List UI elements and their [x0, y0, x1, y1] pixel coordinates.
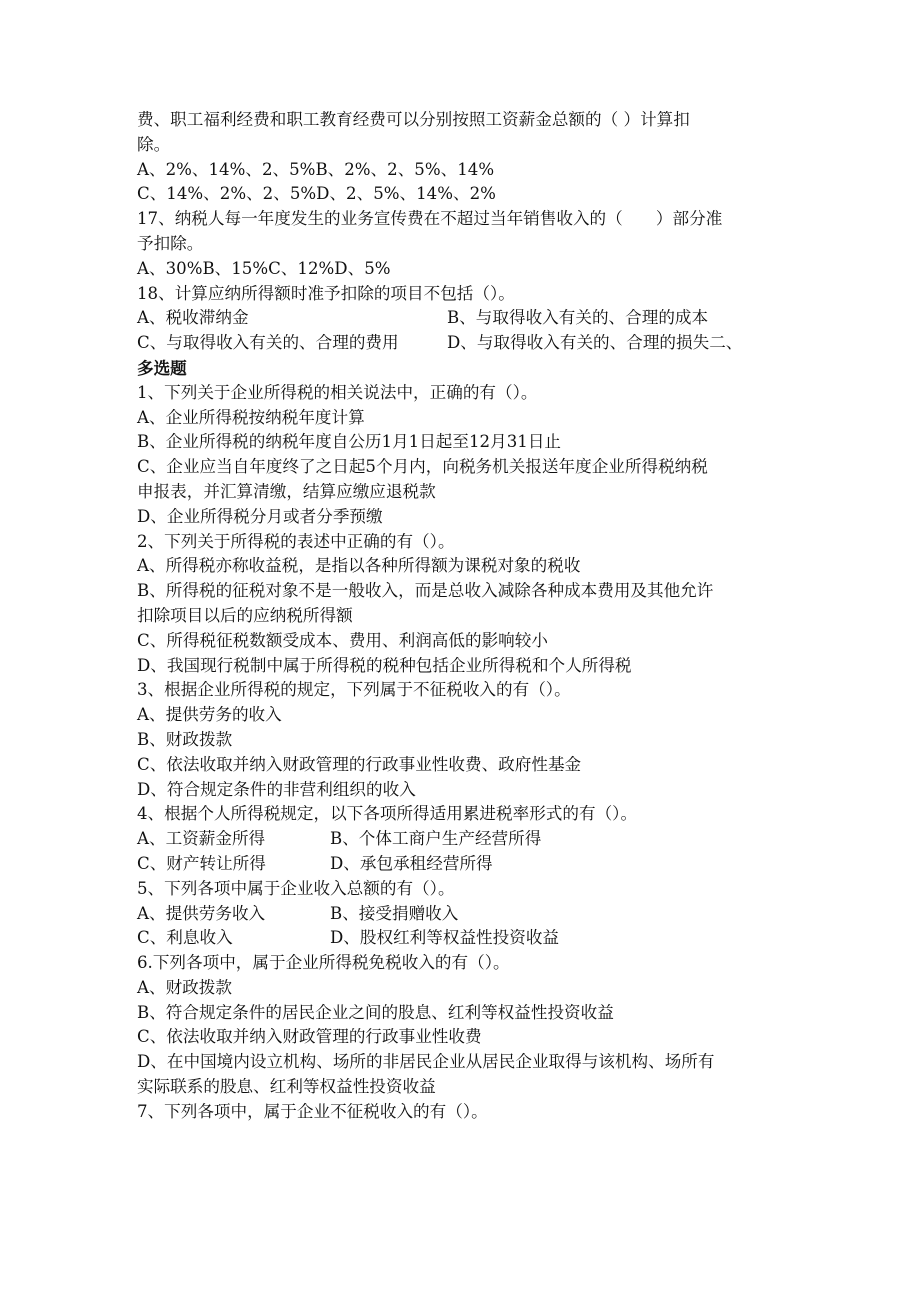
- option-row: [137, 827, 787, 852]
- text-line: B、所得税的征税对象不是一般收入，而是总收入减除各种成本费用及其他允许: [137, 581, 714, 601]
- option-right: B、与取得收入有关的、合理的成本: [447, 308, 709, 328]
- text-line: 18、计算应纳所得额时准予扣除的项目不包括（）。: [137, 283, 515, 303]
- text-line: A、企业所得税按纳税年度计算: [137, 407, 365, 427]
- option-left: A、税收滞纳金: [137, 308, 249, 328]
- text-line: 3、根据企业所得税的规定，下列属于不征税收入的有（）。: [137, 680, 571, 700]
- text-line: A、2%、14%、2、5%B、2%、2、5%、14%: [137, 159, 495, 179]
- option-right: B、个体工商户生产经营所得: [330, 829, 542, 849]
- option-right: D、承包承租经营所得: [330, 853, 493, 873]
- text-line: A、30%B、15%C、12%D、5%: [137, 258, 391, 278]
- text-line: C、所得税征税数额受成本、费用、利润高低的影响较小: [137, 630, 548, 650]
- option-left: A、工资薪金所得: [137, 829, 266, 849]
- option-left: A、提供劳务收入: [137, 903, 266, 923]
- text-line: 实际联系的股息、红利等权益性投资收益: [137, 1077, 436, 1097]
- text-line: 6.下列各项中，属于企业所得税免税收入的有（）。: [137, 953, 510, 973]
- option-right: D、股权红利等权益性投资收益: [330, 928, 560, 948]
- option-row: [137, 902, 787, 927]
- option-left: C、利息收入: [137, 928, 233, 948]
- option-row: [137, 331, 787, 356]
- text-line: C、依法收取并纳入财政管理的行政事业性收费、政府性基金: [137, 754, 582, 774]
- option-left: C、与取得收入有关的、合理的费用: [137, 333, 399, 353]
- text-line: 7、下列各项中，属于企业不征税收入的有（）。: [137, 1101, 488, 1121]
- text-line: B、企业所得税的纳税年度自公历1月1日起至12月31日止: [137, 432, 562, 452]
- text-line: D、我国现行税制中属于所得税的税种包括企业所得税和个人所得税: [137, 655, 632, 675]
- option-left: C、财产转让所得: [137, 853, 266, 873]
- text-line: 予扣除。: [137, 233, 204, 253]
- text-line: A、提供劳务的收入: [137, 705, 282, 725]
- option-row: [137, 926, 787, 951]
- text-line: 费、职工福利经费和职工教育经费可以分别按照工资薪金总额的（ ）计算扣: [137, 110, 690, 129]
- text-line: C、14%、2%、2、5%D、2、5%、14%、2%: [137, 184, 496, 204]
- text-line: D、符合规定条件的非营利组织的收入: [137, 779, 416, 799]
- text-line: 扣除项目以后的应纳税所得额: [137, 605, 353, 625]
- option-right: D、与取得收入有关的、合理的损失二、: [447, 333, 743, 353]
- section-heading: 多选题: [137, 357, 187, 378]
- text-line: 2、下列关于所得税的表述中正确的有（）。: [137, 531, 455, 551]
- text-line: A、所得税亦称收益税，是指以各种所得额为课税对象的税收: [137, 556, 581, 576]
- text-line: B、符合规定条件的居民企业之间的股息、红利等权益性投资收益: [137, 1002, 614, 1022]
- text-line: 申报表，并汇算清缴，结算应缴应退税款: [137, 481, 436, 501]
- text-line: C、依法收取并纳入财政管理的行政事业性收费: [137, 1027, 482, 1047]
- text-line: 17、纳税人每一年度发生的业务宣传费在不超过当年销售收入的（ ）部分准: [137, 209, 723, 229]
- text-line: D、企业所得税分月或者分季预缴: [137, 506, 383, 526]
- text-line: B、财政拨款: [137, 729, 233, 749]
- text-line: 4、根据个人所得税规定，以下各项所得适用累进税率形式的有（）。: [137, 804, 638, 824]
- text-line: C、企业应当自年度终了之日起5个月内，向税务机关报送年度企业所得税纳税: [137, 457, 708, 477]
- text-line: 1、下列关于企业所得税的相关说法中，正确的有（）。: [137, 382, 538, 402]
- text-line: 除。: [137, 134, 171, 154]
- option-right: B、接受捐赠收入: [330, 903, 459, 923]
- document-page: [137, 108, 787, 1125]
- text-line: A、财政拨款: [137, 977, 232, 997]
- text-line: D、在中国境内设立机构、场所的非居民企业从居民企业取得与该机构、场所有: [137, 1052, 715, 1072]
- option-row: [137, 852, 787, 877]
- option-row: [137, 306, 787, 331]
- text-line: 5、下列各项中属于企业收入总额的有（）。: [137, 878, 455, 898]
